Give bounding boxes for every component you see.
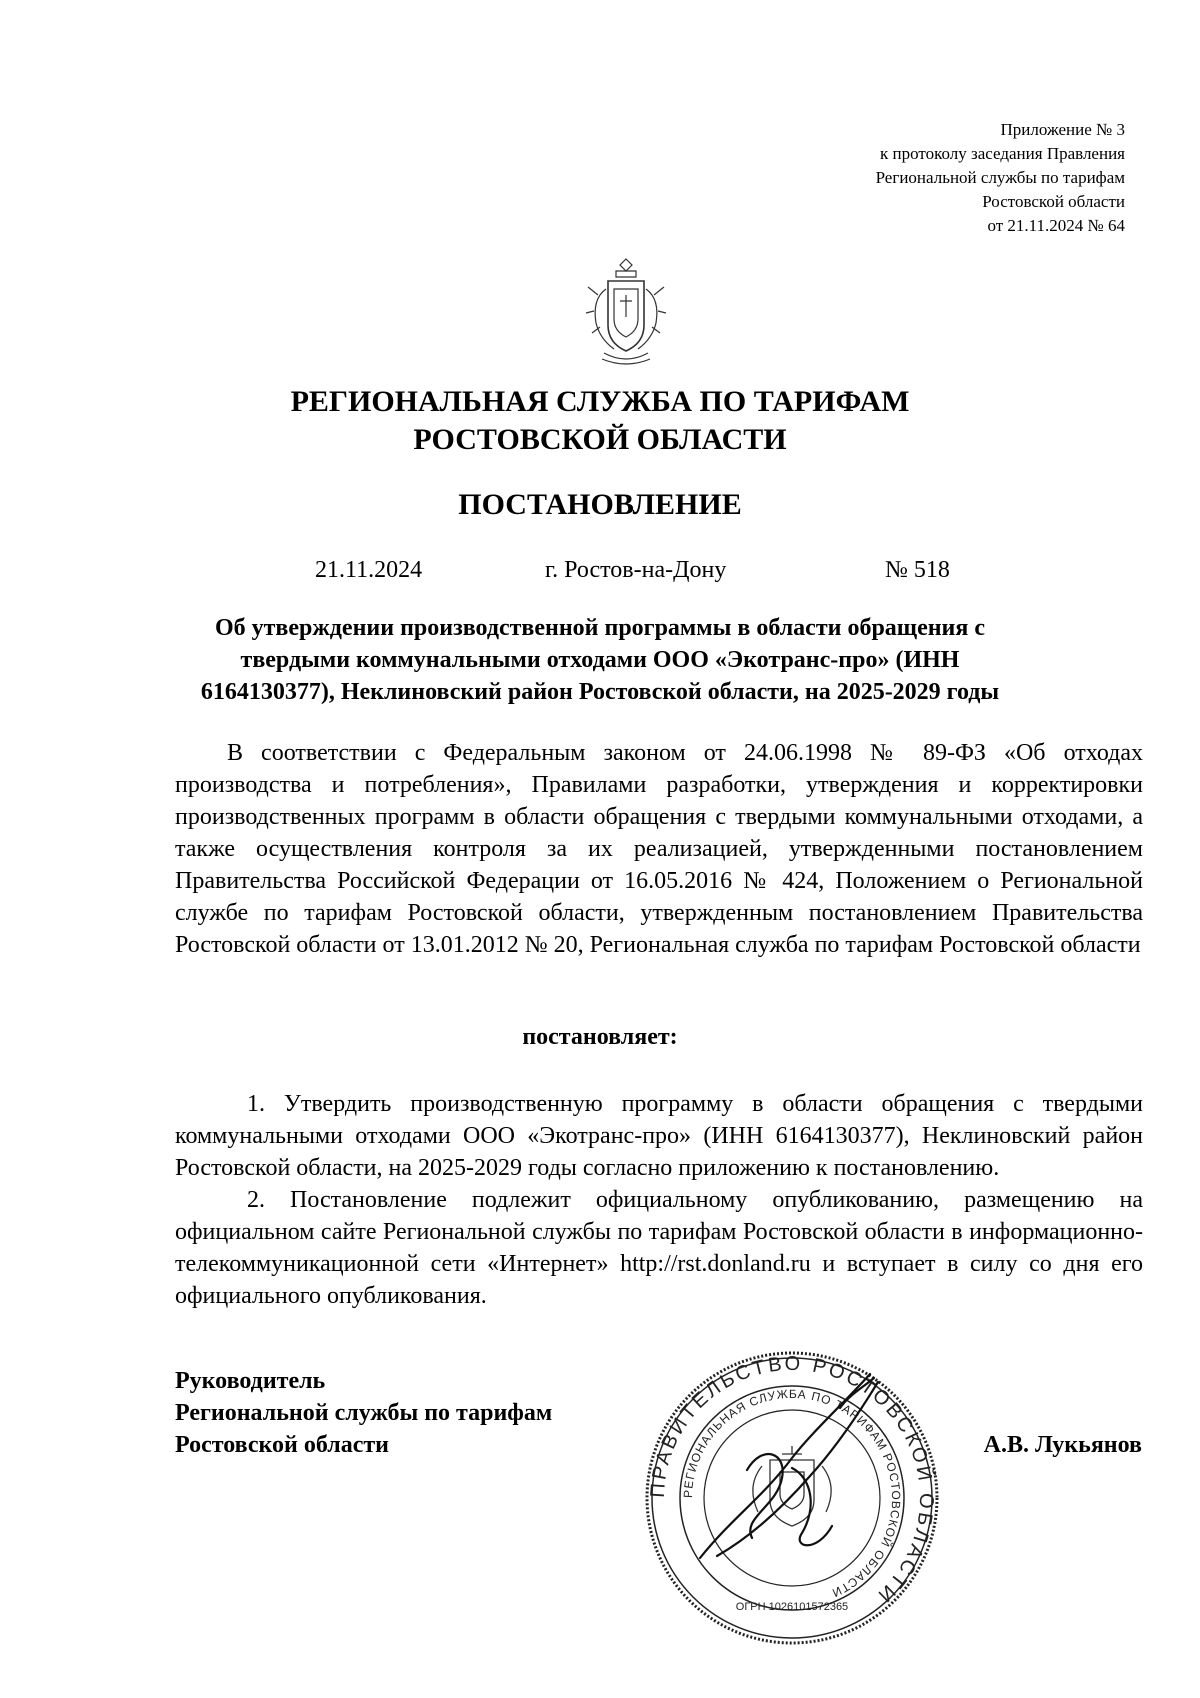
- preamble-paragraph: В соответствии с Федеральным законом от 24.06.1998 № 89-ФЗ «Об отходах производства и потребления», Правилами разработки, утверждения и корректировки производственных программ в области обращения с твердыми коммунальными отходами, а также осуществления контроля за их реализацией, утвержденными постановлением Правительства Российской Федерации от 16.05.2016 № 424, Положением о Региональной службе по тарифам Ростовской области, утвержденным постановлением Правительства Ростовской области от 13.01.2012 № 20, Региональная служба по тарифам Ростовской области: [175, 740, 1143, 958]
- svg-text:РЕГИОНАЛЬНАЯ СЛУЖБА ПО ТАРИФАМ: [681, 1387, 903, 1600]
- organization-title-line: РОСТОВСКОЙ ОБЛАСТИ: [413, 423, 787, 456]
- decree-point: 2. Постановление подлежит официальному опубликованию, размещению на официальном сайте Региональной службы по тарифам Ростовской области в информационно-телекоммуникационной сети «Интернет» http://rst.donland.ru и вступает в силу со дня его официального опубликования.: [175, 1187, 1143, 1309]
- seal-ogrn: ОГРН 1026101572365: [735, 1601, 849, 1613]
- appendix-line: Ростовской области: [982, 192, 1125, 211]
- appendix-reference: [705, 118, 1125, 238]
- decree-word: постановляет:: [522, 1024, 678, 1050]
- document-date: 21.11.2024: [315, 557, 423, 583]
- signatory-line: Региональной службы по тарифам: [175, 1400, 553, 1426]
- coat-of-arms-icon: [580, 255, 672, 367]
- document-type: ПОСТАНОВЛЕНИЕ: [458, 488, 742, 521]
- appendix-line: от 21.11.2024 № 64: [987, 216, 1125, 235]
- subject-line: Об утверждении производственной программы в области обращения с: [214, 615, 986, 641]
- official-seal-icon: [642, 1348, 942, 1648]
- document-subject: [120, 612, 1080, 708]
- signatory-position: [175, 1365, 635, 1461]
- signatory-line: Руководитель: [175, 1368, 326, 1394]
- seal-inner-text: РЕГИОНАЛЬНАЯ СЛУЖБА ПО ТАРИФАМ РОСТОВСКОЙ ОБЛАСТИ: [680, 1386, 904, 1601]
- document-number: № 518: [885, 557, 950, 583]
- organization-title: [0, 383, 1200, 459]
- subject-line: 6164130377), Неклиновский район Ростовской области, на 2025-2029 годы: [200, 679, 1000, 705]
- seal-outer-text: ПРАВИТЕЛЬСТВО РОСТОВСКОЙ ОБЛАСТИ: [646, 1352, 938, 1609]
- signatory-line: Ростовской области: [175, 1432, 389, 1458]
- signature-scribble: [700, 1374, 878, 1558]
- subject-line: твердыми коммунальными отходами ООО «Экотранс-про» (ИНН: [240, 647, 960, 673]
- appendix-line: к протоколу заседания Правления: [880, 144, 1125, 163]
- signatory-name: А.В. Лукьянов: [983, 1432, 1142, 1458]
- decree-point: 1. Утвердить производственную программу в области обращения с твердыми коммунальными отходами ООО «Экотранс-про» (ИНН 6164130377), Неклиновский район Ростовской области, на 2025-2029 годы согласно приложению к постановлению.: [175, 1091, 1143, 1181]
- decree-points: [175, 1088, 1143, 1312]
- organization-title-line: РЕГИОНАЛЬНАЯ СЛУЖБА ПО ТАРИФАМ: [290, 385, 910, 418]
- appendix-line: Приложение № 3: [1000, 120, 1125, 139]
- appendix-line: Региональной службы по тарифам: [875, 168, 1125, 187]
- document-city: г. Ростов-на-Дону: [545, 557, 727, 583]
